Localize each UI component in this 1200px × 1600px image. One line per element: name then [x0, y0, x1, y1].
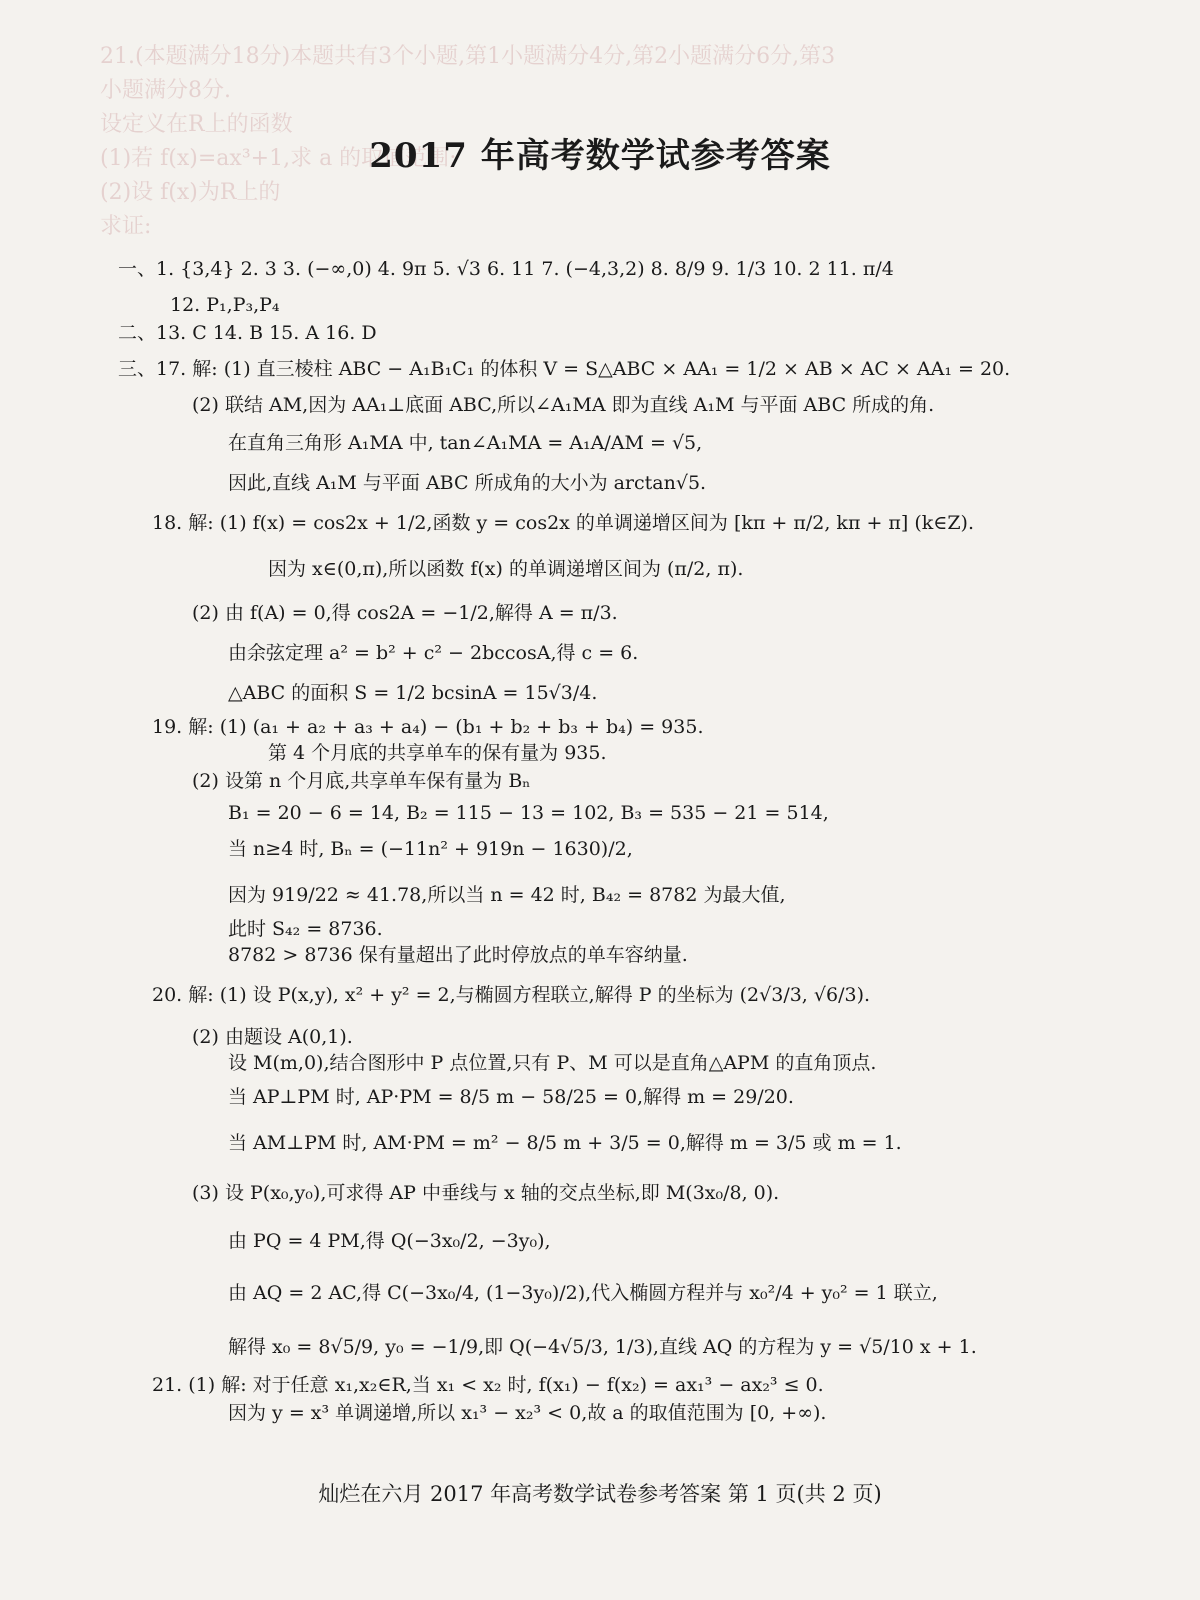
answer-line-q19-1: 19. 解: (1) (a₁ + a₂ + a₃ + a₄) − (b₁ + b₂ + b₃ + b₄) = 935.: [152, 716, 704, 738]
answer-line-q17-3: 在直角三角形 A₁MA 中, tan∠A₁MA = A₁A/AM = √5,: [228, 432, 703, 454]
answer-line-q19-7: 此时 S₄₂ = 8736.: [228, 918, 383, 940]
answer-line-q18-3: (2) 由 f(A) = 0,得 cos2A = −1/2,解得 A = π/3.: [192, 602, 618, 624]
answer-line-q21-2: 因为 y = x³ 单调递增,所以 x₁³ − x₂³ < 0,故 a 的取值范围为 [0, +∞).: [228, 1402, 827, 1424]
answer-line-q19-5: 当 n≥4 时, Bₙ = (−11n² + 919n − 1630)/2,: [228, 838, 633, 860]
answer-line-q18-1: 18. 解: (1) f(x) = cos2x + 1/2,函数 y = cos2x 的单调递增区间为 [kπ + π/2, kπ + π] (k∈Z).: [152, 512, 975, 534]
answer-line-q17-2: (2) 联结 AM,因为 AA₁⊥底面 ABC,所以∠A₁MA 即为直线 A₁M 与平面 ABC 所成的角.: [192, 394, 935, 416]
answer-line-q19-4: B₁ = 20 − 6 = 14, B₂ = 115 − 13 = 102, B₃ = 535 − 21 = 514,: [228, 802, 829, 824]
answer-line-q20-2: (2) 由题设 A(0,1).: [192, 1026, 353, 1048]
answer-line-q19-3: (2) 设第 n 个月底,共享单车保有量为 Bₙ: [192, 770, 531, 792]
answer-line-q20-6: (3) 设 P(x₀,y₀),可求得 AP 中垂线与 x 轴的交点坐标,即 M(3x₀/8, 0).: [192, 1182, 780, 1204]
answer-line-fill-in-12: 12. P₁,P₃,P₄: [170, 294, 280, 316]
ghost-line: (1)若 f(x)=ax³+1,求 a 的取值范围;: [100, 146, 457, 171]
answer-line-q19-6: 因为 919/22 ≈ 41.78,所以当 n = 42 时, B₄₂ = 8782 为最大值,: [228, 884, 786, 906]
ghost-line: 小题满分8分.: [100, 78, 231, 103]
page-footer: 灿烂在六月 2017 年高考数学试卷参考答案 第 1 页(共 2 页): [318, 1482, 882, 1506]
answer-line-q18-2: 因为 x∈(0,π),所以函数 f(x) 的单调递增区间为 (π/2, π).: [268, 558, 744, 580]
answer-line-q19-2: 第 4 个月底的共享单车的保有量为 935.: [268, 742, 607, 764]
answer-line-q20-5: 当 AM⊥PM 时, AM·PM = m² − 8/5 m + 3/5 = 0,解得 m = 3/5 或 m = 1.: [228, 1132, 902, 1154]
answer-line-choice: 二、13. C 14. B 15. A 16. D: [118, 322, 377, 344]
answer-line-q20-3: 设 M(m,0),结合图形中 P 点位置,只有 P、M 可以是直角△APM 的直角顶点.: [228, 1052, 877, 1074]
answer-line-q17-4: 因此,直线 A₁M 与平面 ABC 所成角的大小为 arctan√5.: [228, 472, 707, 494]
ghost-line: 求证:: [100, 214, 152, 239]
answer-line-q19-8: 8782 > 8736 保有量超出了此时停放点的单车容纳量.: [228, 944, 688, 966]
page-title: 2017 年高考数学试参考答案: [369, 136, 831, 176]
answer-line-fill-in-1-11: 一、1. {3,4} 2. 3 3. (−∞,0) 4. 9π 5. √3 6. 11 7. (−4,3,2) 8. 8/9 9. 1/3 10. 2 11. π/4: [118, 258, 894, 280]
ghost-line: (2)设 f(x)为R上的: [100, 180, 281, 205]
ghost-line: 21.(本题满分18分)本题共有3个小题,第1小题满分4分,第2小题满分6分,第3: [100, 44, 836, 69]
answer-line-q21-1: 21. (1) 解: 对于任意 x₁,x₂∈R,当 x₁ < x₂ 时, f(x₁) − f(x₂) = ax₁³ − ax₂³ ≤ 0.: [152, 1374, 824, 1396]
answer-line-q20-1: 20. 解: (1) 设 P(x,y), x² + y² = 2,与椭圆方程联立,解得 P 的坐标为 (2√3/3, √6/3).: [152, 984, 871, 1006]
answer-line-q20-4: 当 AP⊥PM 时, AP·PM = 8/5 m − 58/25 = 0,解得 m = 29/20.: [228, 1086, 794, 1108]
answer-line-q20-8: 由 AQ = 2 AC,得 C(−3x₀/4, (1−3y₀)/2),代入椭圆方程并与 x₀²/4 + y₀² = 1 联立,: [228, 1282, 938, 1304]
answer-line-q18-4: 由余弦定理 a² = b² + c² − 2bccosA,得 c = 6.: [228, 642, 639, 664]
ghost-line: 设定义在R上的函数: [100, 112, 293, 137]
answer-line-q20-7: 由 PQ = 4 PM,得 Q(−3x₀/2, −3y₀),: [228, 1230, 551, 1252]
answer-line-q20-9: 解得 x₀ = 8√5/9, y₀ = −1/9,即 Q(−4√5/3, 1/3),直线 AQ 的方程为 y = √5/10 x + 1.: [228, 1336, 977, 1358]
answer-line-q17-1: 三、17. 解: (1) 直三棱柱 ABC − A₁B₁C₁ 的体积 V = S△ABC × AA₁ = 1/2 × AB × AC × AA₁ = 20.: [118, 358, 1011, 380]
answer-line-q18-5: △ABC 的面积 S = 1/2 bcsinA = 15√3/4.: [228, 682, 598, 704]
